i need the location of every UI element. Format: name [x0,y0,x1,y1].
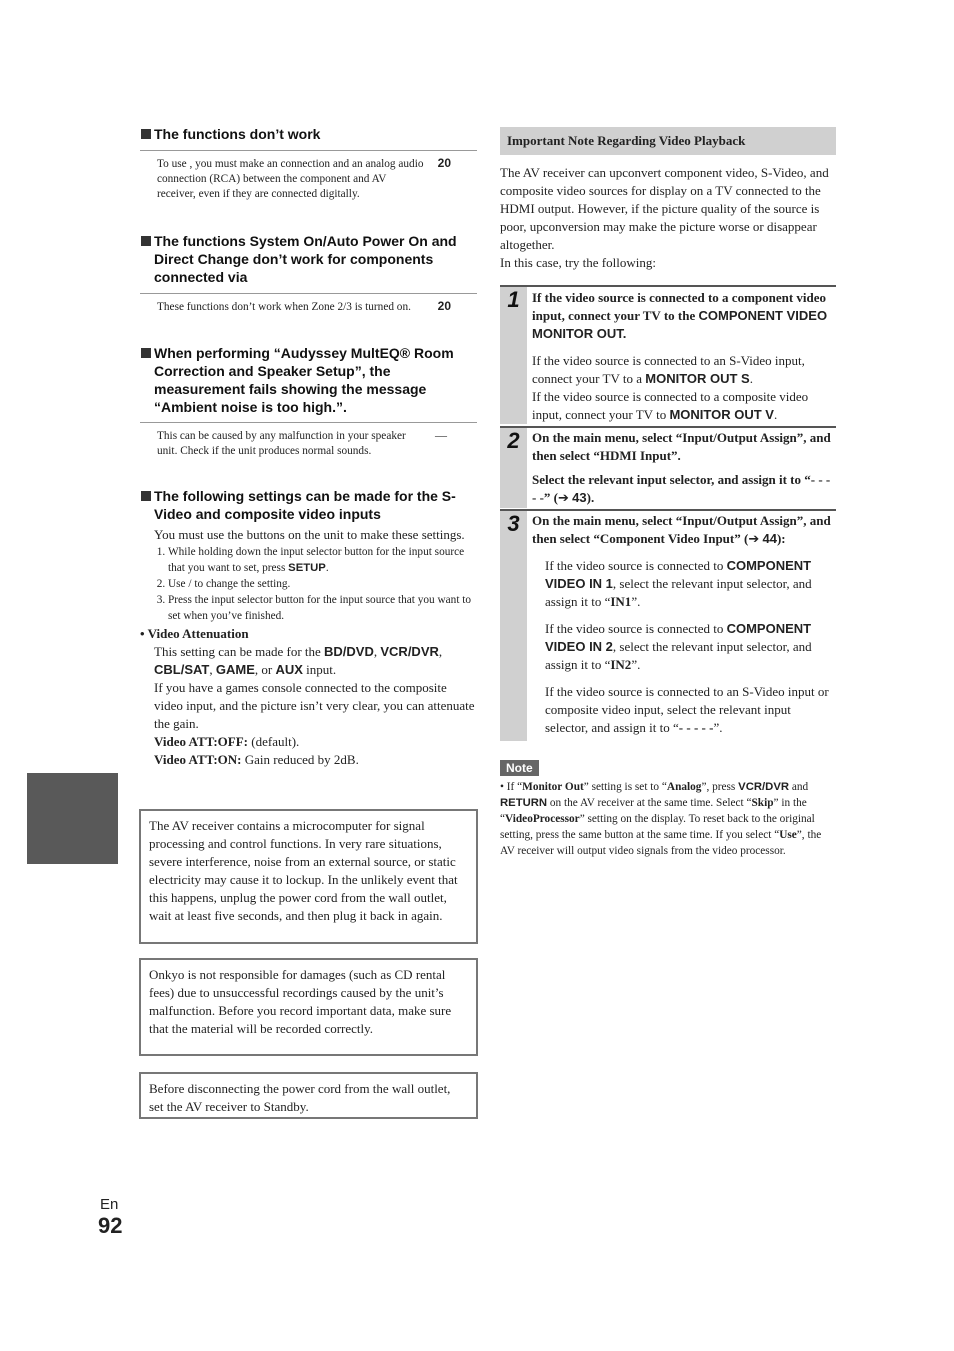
trouble-entry [140,293,477,315]
step-1 [500,285,836,424]
language-label: En [100,1196,119,1213]
trouble-text: To use , you must make an connection and an analog audio connection (RCA) between the component and AV receiver, even if they are connected digitally. [157,158,424,200]
side-section-tab [27,773,118,864]
video-settings-section [140,487,477,769]
note-text: • If “Monitor Out” setting is set to “Analog”, press VCR/DVR and RETURN on the AV receiver at the same time. Select “Skip” in the “VideoProcessor” setting on the display. To reset back to the original setting, press the same button at the same time. If you select “Use”, the AV receiver will output video signals from the video processor. [500,781,822,857]
step-number: 1 [500,287,527,424]
video-playback-intro: The AV receiver can upconvert component video, S-Video, and composite video sources for display on a TV connected to the HDMI output. However, if the picture quality of the source is poor, upconversion may make the picture worse or disappear altogether. In this case, try the following: [500,165,829,270]
section-heading: When performing “Audyssey MultEQ® Room Correction and Speaker Setup”, the measurement fails showing the message “Ambient noise is too high.”. [140,344,477,416]
step-number: 3 [500,511,527,741]
step-3 [500,509,836,741]
step-detail: If the video source is connected to COMPONENT VIDEO IN 1, select the relevant input selector, and assign it to “IN1”. [545,558,812,609]
step-2 [500,426,836,508]
note-label: Note [500,760,539,776]
step-title: If the video source is connected to a component video input, connect your TV to the COMPONENT VIDEO MONITOR OUT. [532,290,828,341]
bullet-video-attenuation: • Video Attenuation [140,626,249,641]
step-detail: If the video source is connected to a composite video input, connect your TV to MONITOR OUT V. [532,389,809,422]
square-bullet-icon [141,348,151,358]
settings-steps [140,544,477,624]
step-detail: If the video source is connected to an S-Video input, connect your TV to a MONITOR OUT S. [532,353,805,386]
arrow-icon: ➔ [558,490,569,505]
trouble-section-1 [140,125,477,202]
list-item: 2. Use / to change the setting. [168,576,477,592]
step-number: 2 [500,428,527,508]
microcomputer-notice-box: The AV receiver contains a microcomputer for signal processing and control functions. In very rare situations, severe interference, noise from an external source, or static electricity may cause it to lockup. In the unlikely event that this happens, unplug the power cord from the wall outlet, wait at least five seconds, and then plug it back in again. [139,809,478,944]
att-on-line: Video ATT:ON: Gain reduced by 2dB. [154,752,359,767]
section-heading: The functions don’t work [140,125,477,143]
standby-notice-box: Before disconnecting the power cord from the wall outlet, set the AV receiver to Standby. [139,1072,478,1119]
applies-to-text: This setting can be made for the BD/DVD, VCR/DVR, CBL/SAT, GAME, or AUX input. [154,644,443,677]
trouble-section-2 [140,232,477,315]
page-number: 92 [98,1213,123,1238]
att-off-line: Video ATT:OFF: (default). [154,734,300,749]
page-reference: 20 [437,156,451,170]
intro-text: You must use the buttons on the unit to make these settings. [154,527,465,542]
trouble-text: This can be caused by any malfunction in your speaker unit. Check if the unit produces normal sounds. [157,430,406,457]
step-detail: Select the relevant input selector, and assign it to “- - - - -” (➔ 43). [532,472,831,505]
list-item: 1. While holding down the input selector button for the input source that you want to set, press SETUP. [168,544,477,576]
attenuation-description [140,643,477,769]
step-title: On the main menu, select “Input/Output Assign”, and then select “HDMI Input”. [532,430,831,463]
trouble-section-3 [140,344,477,459]
section-heading: The functions System On/Auto Power On and Direct Change don’t work for components connected via [140,232,477,286]
arrow-icon: ➔ [748,531,760,546]
page-reference: 20 [437,299,451,313]
square-bullet-icon [141,491,151,501]
games-console-text: If you have a games console connected to the composite video input, and the picture isn’t very clear, you can attenuate the gain. [154,680,475,731]
square-bullet-icon [141,129,151,139]
liability-notice-box: Onkyo is not responsible for damages (such as CD rental fees) due to unsuccessful recordings caused by the unit’s malfunction. Before you record important data, make sure that the material will be recorded correctly. [139,958,478,1056]
trouble-entry [140,150,477,202]
trouble-text: These functions don’t work when Zone 2/3 is turned on. [157,301,411,313]
square-bullet-icon [141,236,151,246]
page-reference: — [435,428,447,442]
page-footer [100,1197,122,1239]
trouble-entry [140,422,477,459]
step-title: On the main menu, select “Input/Output Assign”, and then select “Component Video Input” (➔ 44): [532,513,831,546]
section-heading: The following settings can be made for the S-Video and composite video inputs [140,487,477,523]
step-detail: If the video source is connected to an S-Video input or composite video input, select the relevant input selector, and assign it to “- - - - -”. [545,684,829,735]
step-detail: If the video source is connected to COMPONENT VIDEO IN 2, select the relevant input selector, and assign it to “IN2”. [545,621,812,672]
video-playback-header: Important Note Regarding Video Playback [500,127,836,155]
list-item: 3. Press the input selector button for the input source that you want to set when you’ve finished. [168,592,477,624]
